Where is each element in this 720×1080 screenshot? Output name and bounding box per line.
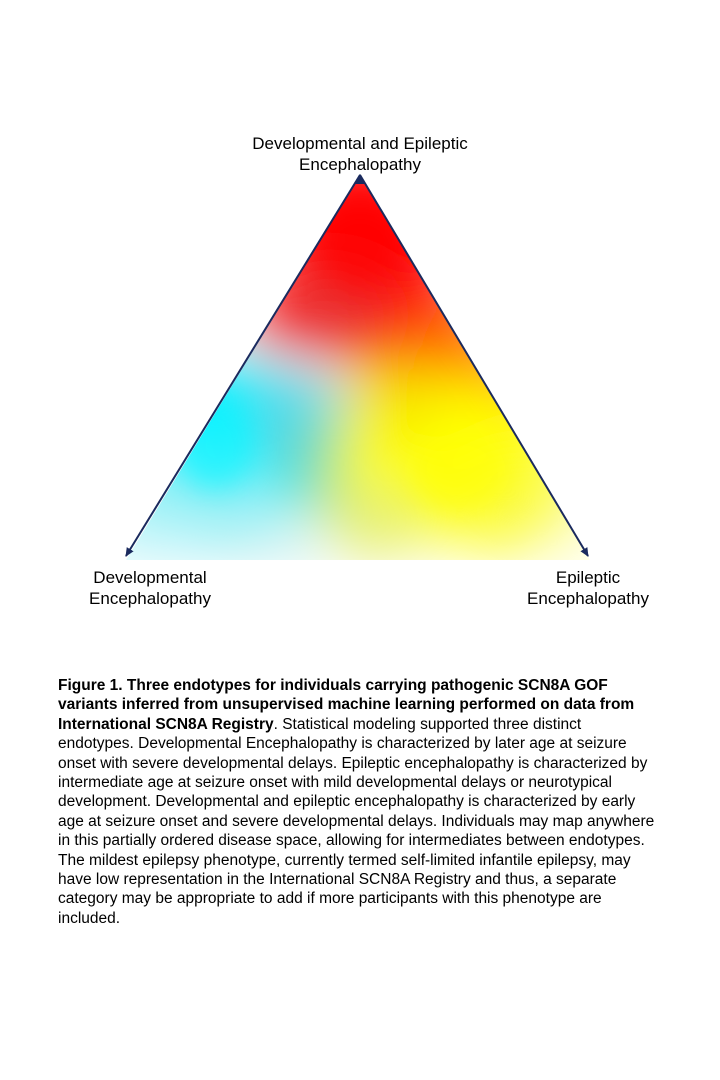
- vertex-label-right-line2: Encephalopathy: [527, 589, 649, 608]
- caption-title: Figure 1. Three endotypes for individuals carrying pathogenic SCN8A GOF variants inferred from unsupervised machine learning performed on data from International SCN8A Registry: [58, 677, 635, 733]
- vertex-label-left: [60, 567, 240, 609]
- vertex-label-right: [500, 567, 676, 609]
- triangle-color-field: [90, 150, 620, 580]
- vertex-label-left-line2: Encephalopathy: [89, 589, 211, 608]
- caption-body: . Statistical modeling supported three distinct endotypes. Developmental Encephalopathy is characterized by later age at seizure onset with severe developmental delays. Epileptic encephalopathy is characterized by intermediate age at seizure onset with mild developmental delays or neurotypical development. Developmental and epileptic encephalopathy is characterized by early age at seizure onset and severe developmental delays. Individuals may map anywhere in this partially ordered disease space, allowing for intermediates between endotypes. The mildest epilepsy phenotype, currently termed self-limited infantile epilepsy, may have low representation in the International SCN8A Registry and thus, a separate category may be appropriate to add if more participants with this phenotype are included.: [58, 715, 655, 927]
- vertex-label-left-line1: Developmental: [93, 568, 207, 587]
- figure-caption: [58, 676, 658, 928]
- vertex-label-right-line1: Epileptic: [555, 568, 621, 587]
- top-vertex-tip: [354, 174, 366, 184]
- vertex-label-top-line1: Developmental and Epileptic: [252, 134, 468, 153]
- vertex-label-top: [230, 133, 490, 175]
- vertex-label-top-line2: Encephalopathy: [299, 155, 421, 174]
